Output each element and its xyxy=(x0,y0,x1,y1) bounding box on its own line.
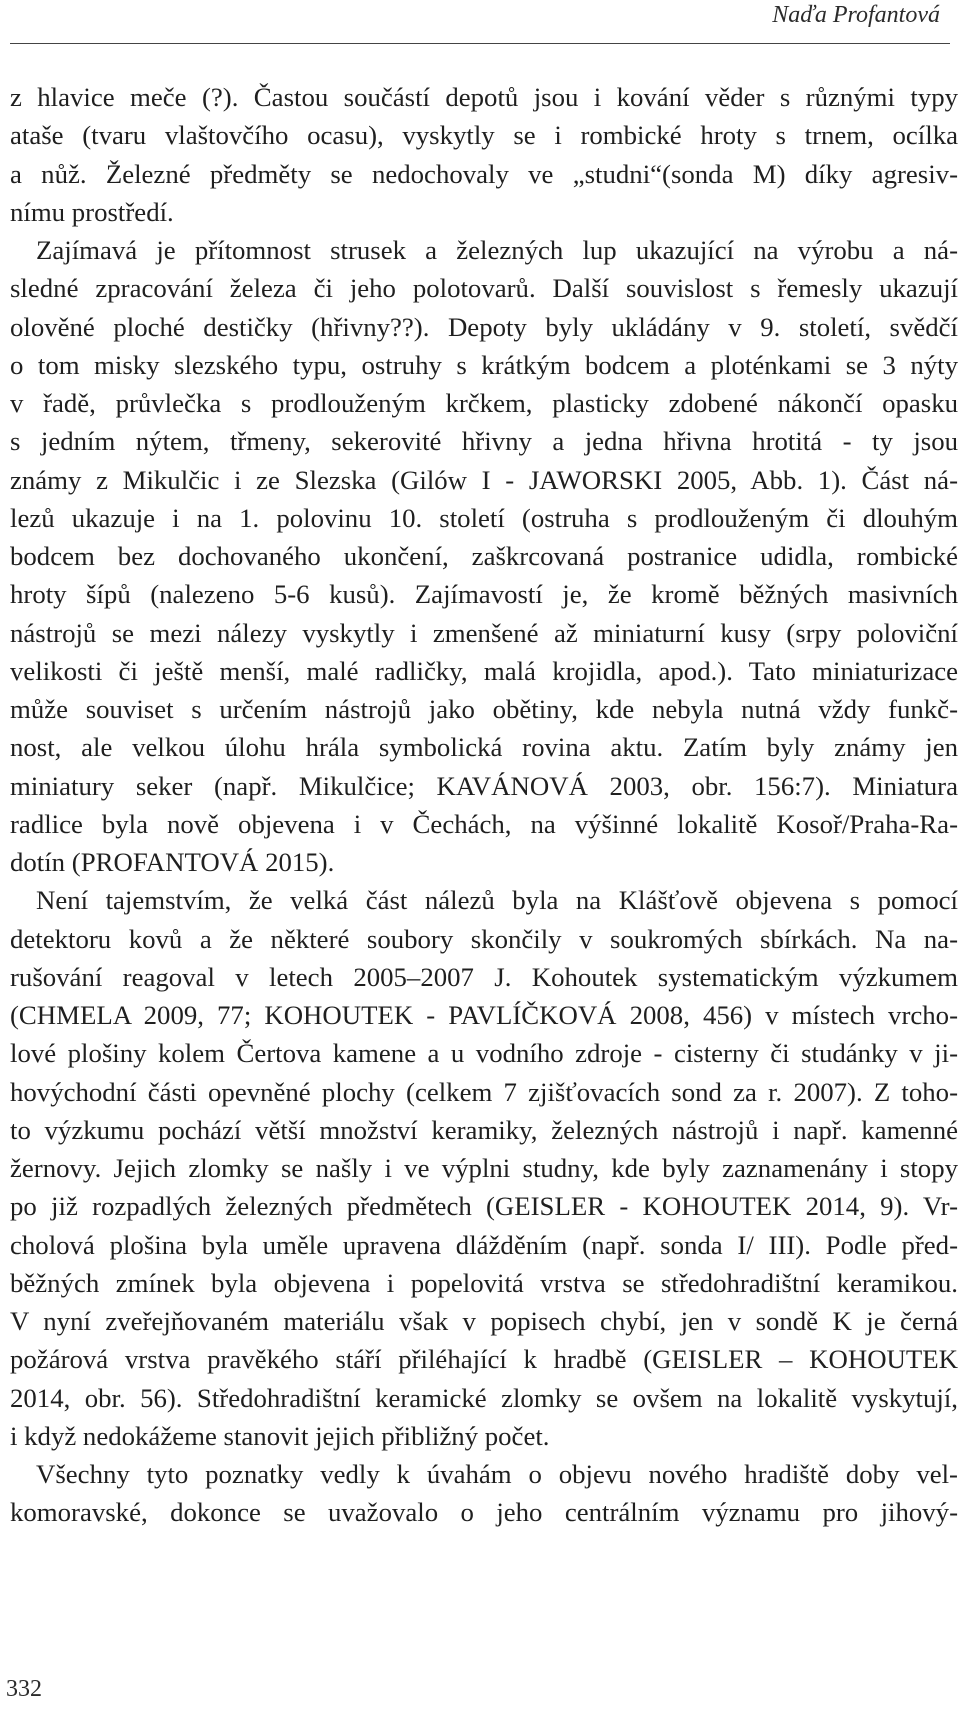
text-line: bodcem bez dochovaného ukončení, zaškrcovaná postranice udidla, rombické xyxy=(10,541,958,571)
text-line: dotín (PROFANTOVÁ 2015). xyxy=(10,847,335,877)
page-number: 332 xyxy=(6,1676,42,1702)
text-line: hroty šípů (nalezeno 5-6 kusů). Zajímavostí je, že kromě běžných masivních xyxy=(10,579,958,610)
text-line: radlice byla nově objevena i v Čechách, na výšinné lokalitě Kosoř/Praha-Ra- xyxy=(10,808,958,839)
paragraph xyxy=(10,1455,958,1532)
text-line: detektoru kovů a že některé soubory skončily v soukromých sbírkách. Na na- xyxy=(10,923,958,954)
text-line: známy z Mikulčic i ze Slezska (Gilów I - JAWORSKI 2005, Abb. 1). Část ná- xyxy=(10,464,958,495)
text-line: rušování reagoval v letech 2005–2007 J. Kohoutek systematickým výzkumem xyxy=(10,961,958,992)
paragraph xyxy=(10,231,958,881)
text-line: nost, ale velkou úlohu hrála symbolická rovina aktu. Zatím byly známy jen xyxy=(10,732,958,763)
text-line: lezů ukazuje i na 1. polovinu 10. století (ostruha s prodlouženým či dlouhým xyxy=(10,502,958,533)
text-line: Všechny tyto poznatky vedly k úvahám o objevu nového hradiště doby vel- xyxy=(36,1459,958,1489)
text-line: běžných zmínek byla objevena i popelovitá vrstva se středohradištní keramikou. xyxy=(10,1267,958,1298)
text-line: cholová plošina byla uměle upravena dlážděním (např. sonda I/ III). Podle před- xyxy=(10,1229,958,1260)
text-line: v řadě, průvlečka s prodlouženým krčkem, plasticky zdobené nákončí opasku xyxy=(10,388,958,418)
text-line: sledné zpracování železa či jeho polotovarů. Další souvislost s řemesly ukazují xyxy=(10,273,958,304)
body-text xyxy=(10,78,958,1532)
text-line: může souviset s určením nástrojů jako obětiny, kde nebyla nutná vždy funkč- xyxy=(10,694,958,724)
text-line: požárová vrstva pravěkého stáří přiléhající k hradbě (GEISLER – KOHOUTEK xyxy=(10,1344,958,1375)
text-line: nímu prostředí. xyxy=(10,196,174,227)
text-line: komoravské, dokonce se uvažovalo o jeho centrálním významu pro jihový- xyxy=(10,1497,958,1528)
paragraph xyxy=(10,78,958,231)
text-line: miniatury seker (např. Mikulčice; KAVÁNOVÁ 2003, obr. 156:7). Miniatura xyxy=(10,770,958,801)
text-line: i když nedokážeme stanovit jejich přibližný počet. xyxy=(10,1420,550,1451)
text-line: 2014, obr. 56). Středohradištní keramické zlomky se ovšem na lokalitě vyskytují, xyxy=(10,1382,958,1413)
text-line: V nyní zveřejňovaném materiálu však v popisech chybí, jen v sondě K je černá xyxy=(10,1306,958,1336)
text-line: to výzkumu pochází větší množství keramiky, železných nástrojů i např. kamenné xyxy=(10,1114,958,1145)
text-line: olověné ploché destičky (hřivny??). Depoty byly ukládány v 9. století, svědčí xyxy=(10,311,958,342)
text-line: nástrojů se mezi nálezy vyskytly i zmenšené až miniaturní kusy (srpy poloviční xyxy=(10,617,958,648)
text-line: Není tajemstvím, že velká část nálezů byla na Klášťově objevena s pomocí xyxy=(36,885,958,916)
text-line: ataše (tvaru vlaštovčího ocasu), vyskytly se i rombické hroty s trnem, ocílka xyxy=(10,120,958,151)
text-line: s jedním nýtem, třmeny, sekerovité hřivny a jedna hřivna hrotitá - ty jsou xyxy=(10,426,958,457)
text-line: lové plošiny kolem Čertova kamene a u vodního zdroje - cisterny či studánky v ji- xyxy=(10,1038,958,1069)
text-line: (CHMELA 2009, 77; KOHOUTEK - PAVLÍČKOVÁ 2008, 456) v místech vrcho- xyxy=(10,1000,958,1030)
text-line: z hlavice meče (?). Častou součástí depotů jsou i kování věder s různými typy xyxy=(10,82,958,112)
text-line: hovýchodní části opevněné plochy (celkem 7 zjišťovacích sond za r. 2007). Z toho- xyxy=(10,1076,958,1107)
text-line: velikosti či ještě menší, malé radličky, malá krojidla, apod.). Tato miniaturizace xyxy=(10,655,958,686)
header-author: Naďa Profantová xyxy=(772,2,940,28)
running-header xyxy=(0,0,960,46)
text-line: a nůž. Železné předměty se nedochovaly ve „studni“(sonda M) díky agresiv- xyxy=(10,158,958,189)
text-line: Zajímavá je přítomnost strusek a železných lup ukazující na výrobu a ná- xyxy=(36,235,958,265)
text-line: o tom misky slezského typu, ostruhy s krátkým bodcem a ploténkami se 3 nýty xyxy=(10,349,958,380)
paragraph xyxy=(10,881,958,1455)
text-line: žernovy. Jejich zlomky se našly i ve výplni studny, kde byly zaznamenány i stopy xyxy=(10,1153,958,1183)
header-rule xyxy=(10,43,950,44)
text-line: po již rozpadlých železných předmětech (GEISLER - KOHOUTEK 2014, 9). Vr- xyxy=(10,1191,958,1222)
